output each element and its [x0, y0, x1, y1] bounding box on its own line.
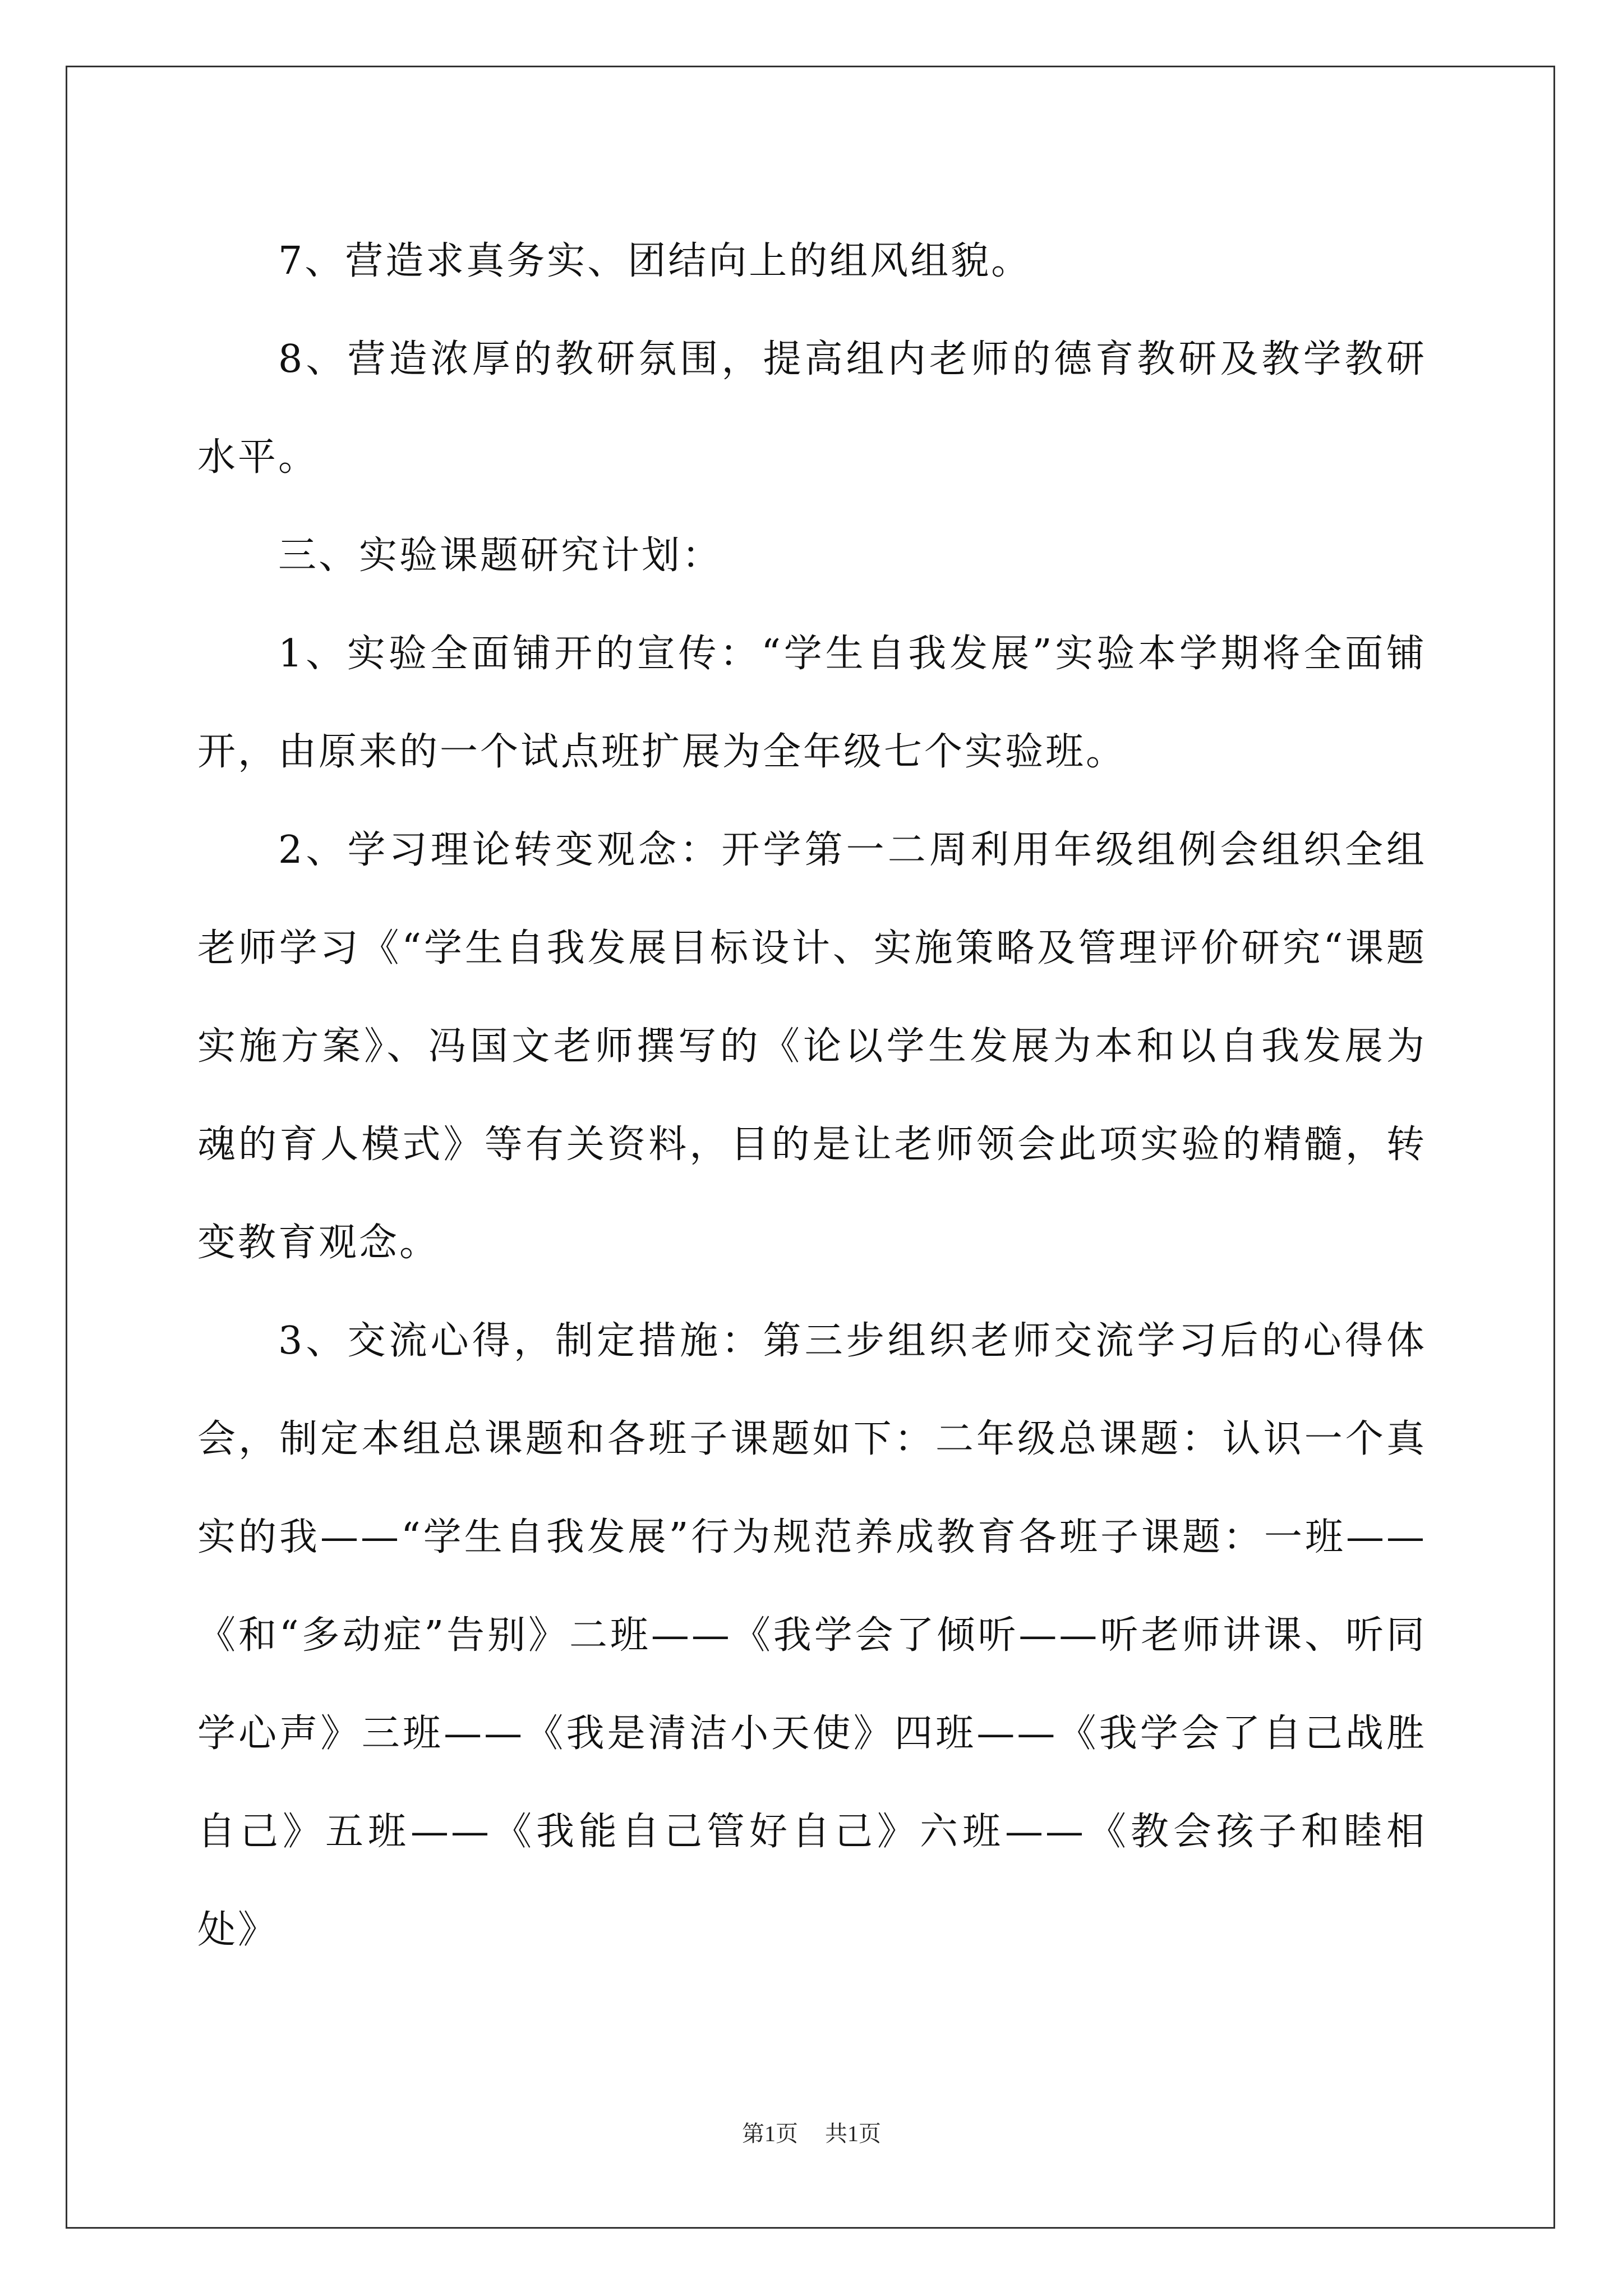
page-footer: [0, 2117, 1623, 2151]
paragraph-plan-1: 1、实验全面铺开的宣传：“学生自我发展”实验本学期将全面铺开，由原来的一个试点班扩展为全年级七个实验班。: [197, 632, 1427, 774]
section-heading-3: 三、实验课题研究计划：: [278, 533, 723, 578]
page-total: 共1页: [825, 2121, 881, 2146]
document-body: [197, 212, 1427, 1979]
paragraph-plan-3: 3、交流心得，制定措施：第三步组织老师交流学习后的心得体会，制定本组总课题和各班子课题如下：二年级总课题：认识一个真实的我——“学生自我发展”行为规范养成教育各班子课题：一班——《和“多动症”告别》二班——《我学会了倾听——听老师讲课、听同学心声》三班——《我是清洁小天使》四班——《我学会了自己战胜自己》五班——《我能自己管好自己》六班——《教会孩子和睦相处》: [197, 1319, 1427, 1952]
paragraph-7: 7、营造求真务实、团结向上的组风组貌。: [278, 239, 1032, 283]
page-number: 第1页: [742, 2121, 798, 2146]
paragraph-8: 8、营造浓厚的教研氛围，提高组内老师的德育教研及教学教研水平。: [197, 337, 1427, 480]
paragraph-plan-2: 2、学习理论转变观念：开学第一二周利用年级组例会组织全组老师学习《“学生自我发展目标设计、实施策略及管理评价研究“课题实施方案》、冯国文老师撰写的《论以学生发展为本和以自我发展为魂的育人模式》等有关资料，目的是让老师领会此项实验的精髓，转变教育观念。: [197, 828, 1427, 1265]
